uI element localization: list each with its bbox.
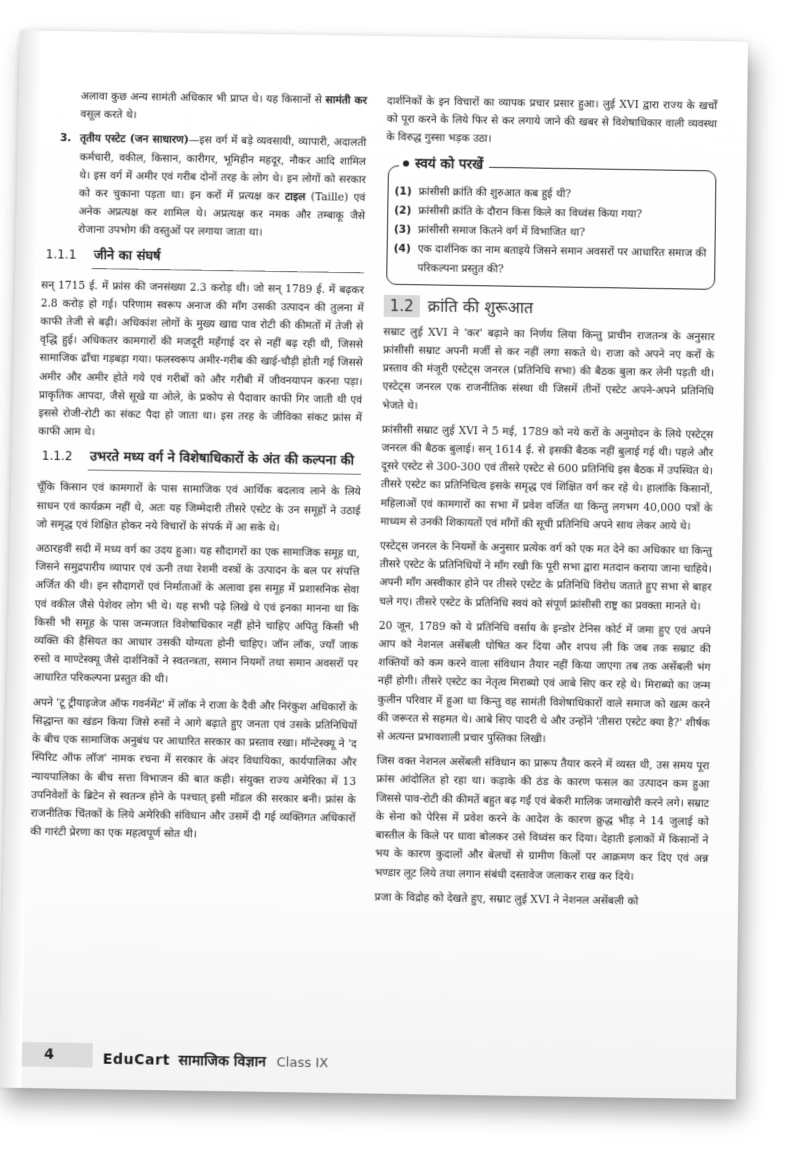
left-column — [30, 87, 367, 853]
list-item-title: तृतीय एस्टेट (जन साधारण) — [79, 132, 189, 147]
footer-brand — [103, 1049, 329, 1072]
paragraph: दार्शनिकों के इन विचारों का व्यापक प्रचार प्रसार हुआ। लुई XVI द्वारा राज्य के खर्चों को पूरा करने के लिये फिर से कर लगाये जाने की खबर से विशेषाधिकार वाली व्यवस्था के विरुद्ध गुस्सा भड़क उठा। — [386, 95, 718, 146]
paragraph: फ्रांसीसी सम्राट लुई XVI ने 5 मई, 1789 को नये करों के अनुमोदन के लिये एस्टेट्स जनरल की बैठक बुलाई। सन् 1614 ई. से इसकी बैठक नहीं बुलाई गई थी। पहले और दूसरे एस्टेट से 300-300 एवं तीसरे एस्टेट से 600 प्रतिनिधि इस बैठक में उपस्थित थे। तीसरे एस्टेट का प्रतिनिधित्व इसके समृद्ध एवं शिक्षित वर्ग कर रहे थे। हालांकि किसानों, महिलाओं एवं कामगारों का सभा में प्रवेश वर्जित था किन्तु लगभग 40,000 पत्रों के माध्यम से उनकी शिकायतों एवं माँगों की सूची प्रतिनिधि अपने साथ लेकर आये थे। — [380, 423, 714, 533]
quiz-question: (1) फ्रांसीसी क्रांति की शुरुआत कब हुई थी? — [394, 185, 572, 200]
paragraph: एस्टेट्स जनरल के नियमों के अनुसार प्रत्येक वर्ग को एक मत देने का अधिकार था किन्तु तीसरे एस्टेट के प्रतिनिधियों ने माँग रखी कि पूरी सभा द्वारा मतदान कराया जाना चाहिये। अपनी माँग अस्वीकार होने पर तीसरे एस्टेट के प्रतिनिधि विरोध जताते हुए सभा से बाहर चले गए। तीसरे एस्टेट के प्रतिनिधि स्वयं को संपूर्ण फ्रांसीसी राष्ट्र का प्रवक्ता मानते थे। — [379, 539, 713, 613]
paragraph: 20 जून, 1789 को ये प्रतिनिधि वर्साय के इन्डोर टेनिस कोर्ट में जमा हुए एवं अपने आप को नेशनल असेंबली घोषित कर दिया और शपथ ली कि जब तक सम्राट की शक्तियों को कम करने वाला संविधान तैयार नहीं किया जाएगा तब तक असेंबली भंग नहीं होगी। तीसरे एस्टेट का नेतृत्व मिराब्यो एवं आबे सिए कर रहे थे। मिराब्यो का जन्म कुलीन परिवार में हुआ था किन्तु वह सामंती विशेषाधिकारों वाले समाज को खत्म करने की जरूरत से सहमत थे। आबे सिए पादरी थे और उन्होंने 'तीसरा एस्टेट क्या है?' शीर्षक से अत्यन्त प्रभावशाली प्रचार पुस्तिका लिखी। — [376, 619, 712, 746]
quiz-question: (3) फ्रांसीसी समाज कितने वर्ग में विभाजित था? — [393, 223, 586, 239]
bold-term-feudal-tax: सामंती कर — [325, 94, 368, 107]
paragraph: सन् 1715 ई. में फ्रांस की जनसंख्या 2.3 करोड़ थी। जो सन् 1789 ई. में बढ़कर 2.8 करोड़ हो गई। परिणाम स्वरूप अनाज की माँग उसकी उत्पादन की तुलना में काफी तेजी से बढ़ी। अधिकांश लोगों के मुख्य खाद्य पाव रोटी की कीमतों में तेजी से वृद्धि हुई। अधिकतर कामगारों की मजदूरी महँगाई दर से नहीं बढ़ रही थी, जिससे सामाजिक ढाँचा गड़बड़ा गया। फलस्वरूप अमीर-गरीब की खाई-चौड़ी होती गई जिससे अमीर और अमीर होते गये एवं गरीबों को और गरीबी में जीवनयापन करना पड़ा। प्राकृतिक आपदा, जैसे सूखे या ओले, के प्रकोप से पैदावार काफी गिर जाती थी एवं इससे रोजी-रोटी का संकट पैदा हो जाता था। इस तरह के जीविका संकट फ्रांस में काफी आम थे। — [38, 278, 365, 439]
paragraph: सम्राट लुई XVI ने 'कर' बढ़ाने का निर्णय लिया किन्तु प्राचीन राजतन्त्र के अनुसार फ्रांसीसी सम्राट अपनी मर्जी से कर नहीं लगा सकते थे। राजा को अपने नए करों के प्रस्ताव की मंजूरी एस्टेट्स जनरल (प्रतिनिधि सभा) की बैठक बुला कर लेनी पड़ती थी। एस्टेट्स जनरल एक राजनीतिक संस्था थी जिसमें तीनों एस्टेट अपने-अपने प्रतिनिधि भेजते थे। — [382, 325, 715, 412]
class-label: Class IX — [276, 1055, 329, 1072]
list-number: 3. — [59, 132, 72, 145]
paragraph: चूँकि किसान एवं कामगारों के पास सामाजिक एवं आर्थिक बदलाव लाने के लिये साधन एवं कार्यक्रम नहीं थे, अतः यह जिम्मेदारी तीसरे एस्टेट के उन समूहों ने उठाई जो समृद्ध एवं शिक्षित होकर नये विचारों के संपर्क में आ सके थे। — [36, 481, 361, 535]
section-title: क्रांति की शुरूआत — [427, 296, 534, 317]
page-footer — [21, 1042, 710, 1090]
intro-paragraph: अलावा कुछ अन्य सामंती अधिकार भी प्राप्त थे। यह किसानों से सामंती कर वसूल करते थे। — [80, 90, 368, 122]
paragraph: जिस वक्त नेशनल असेंबली संविधान का प्रारूप तैयार करने में व्यस्त थी, उस समय पूरा फ्रांस आंदोलित हो रहा था। कड़ाके की ठंड के कारण फसल का उत्पादन कम हुआ जिससे पाव-रोटी की कीमतें बहुत बढ़ गईं एवं बेकरी मालिक जमाखोरी करने लगे। सम्राट के सेना को पेरिस में प्रवेश करने के आदेश के कारण क्रुद्ध भीड़ ने 14 जुलाई को बास्तील के किले पर धावा बोलकर उसे विध्वंस कर दिया। देहाती इलाकों में किसानों ने भय के कारण कुदालों और बेलचों से ग्रामीण किलों पर आक्रमण कर दिए एवं अन्न भण्डार लूट लिये तथा लगान संबंधी दस्तावेज जलाकर राख कर दिये। — [374, 755, 710, 883]
right-column — [374, 92, 717, 918]
self-check-title: स्वयं को परखें — [399, 154, 490, 174]
section-title: उभरते मध्य वर्ग ने विशेषाधिकारों के अंत की कल्पना की — [89, 449, 355, 470]
paragraph: प्रजा के विद्रोह को देखते हुए, सम्राट लुई XVI ने नेशनल असेंबली को — [374, 890, 639, 908]
section-heading-1-1-2 — [37, 447, 361, 475]
quiz-question: (4) एक दार्शनिक का नाम बताइये जिसने समान अवसरों पर आधारित समाज की परिकल्पना प्रस्तुत की? — [393, 242, 707, 276]
heading-underline — [92, 268, 365, 273]
paragraph: अठारहवीं सदी में मध्य वर्ग का उदय हुआ। यह सौदागरों का एक सामाजिक समूह था, जिसने समुद्रपारीय व्यापार एवं ऊनी तथा रेशमी वस्त्रों के उत्पादन के बल पर संपत्ति अर्जित की थी। इन सौदागरों एवं निर्माताओं के अलावा इस समूह में प्रशासनिक सेवा एवं वकील जैसे पेशेवर लोग भी थे। यह सभी पढ़े लिखे थे एवं इनका मानना था कि किसी भी समूह के पास जन्मजात विशेषाधिकार नहीं होने चाहिए अपितु किसी भी व्यक्ति की हैसियत का आधार उसकी योग्यता होनी चाहिए। जॉन लॉक, ज्याँ जाक रुसो व माण्टेस्क्यू जैसे दार्शनिकों ने स्वतन्त्रता, समान नियमों तथा समान अवसरों पर आधारित परिकल्पना प्रस्तुत की थी। — [33, 542, 360, 686]
subject-name: सामाजिक विज्ञान — [178, 1052, 267, 1071]
section-number-badge: 1.2 — [384, 294, 420, 317]
educart-logo: EduCart — [102, 1051, 171, 1069]
heading-underline — [88, 470, 361, 475]
bold-term-taille: टाइल — [284, 190, 306, 204]
list-item-third-estate: 3. तृतीय एस्टेट (जन साधारण)—इस वर्ग में बड़े व्यवसायी, व्यापारी, अदालती कर्मचारी, वकील, किसान, कारीगर, भूमिहीन महदूर, नौकर आदि शामिल थे। इस वर्ग में अमीर एवं गरीब दोनों तरह के लोग थे। इन लोगों को सरकार को कर चुकाना पड़ता था। इन करों में प्रत्यक्ष कर टाइल (Taille) एवं अनेक अप्रत्यक्ष कर शामिल थे। अप्रत्यक्ष कर नमक और तम्बाकू जैसे रोजाना उपभोग की वस्तुओं पर लगाया जाता था। — [42, 129, 366, 244]
bullet-icon — [403, 160, 409, 166]
section-heading-1-2 — [384, 294, 715, 322]
self-check-box — [386, 155, 716, 290]
page-number: 4 — [22, 1042, 93, 1068]
book-page — [0, 30, 748, 1099]
quiz-question: (2) फ्रांसीसी क्रांति के दौरान किस किले का विध्वंस किया गया? — [394, 204, 642, 221]
section-number: 1.1.2 — [41, 449, 73, 464]
paragraph: अपने 'टू ट्रीयाइजेज ऑफ गवर्नमेंट' में लॉक ने राजा के दैवी और निरंकुश अधिकारों के सिद्धान्त का खंडन किया जिसे रुसों ने आगे बढ़ाते हुए जनता एवं उसके प्रतिनिधियों के बीच एक सामाजिक अनुबंध पर आधारित सरकार का प्रस्ताव रखा। मॉन्टेस्क्यू ने 'द स्पिरिट ऑफ लॉज' नामक रचना में सरकार के अंदर विधायिका, कार्यपालिका और न्यायपालिका के बीच सत्ता विभाजन की बात कही। संयुक्त राज्य अमेरिका में 13 उपनिवेशों के ब्रिटेन से स्वतन्त्र होने के पश्चात् इसी मॉडल की सरकार बनी। फ्रांस के राजनीतिक चिंतकों के लिये अमेरिकी संविधान और उसमें दी गई व्यक्तिगत अधिकारों की गारंटी प्रेरणा का एक महत्वपूर्ण स्रोत थी। — [30, 696, 358, 841]
section-number: 1.1.1 — [45, 246, 77, 262]
section-title: जीने का संघर्ष — [93, 247, 161, 264]
section-heading-1-1-1 — [41, 245, 364, 273]
